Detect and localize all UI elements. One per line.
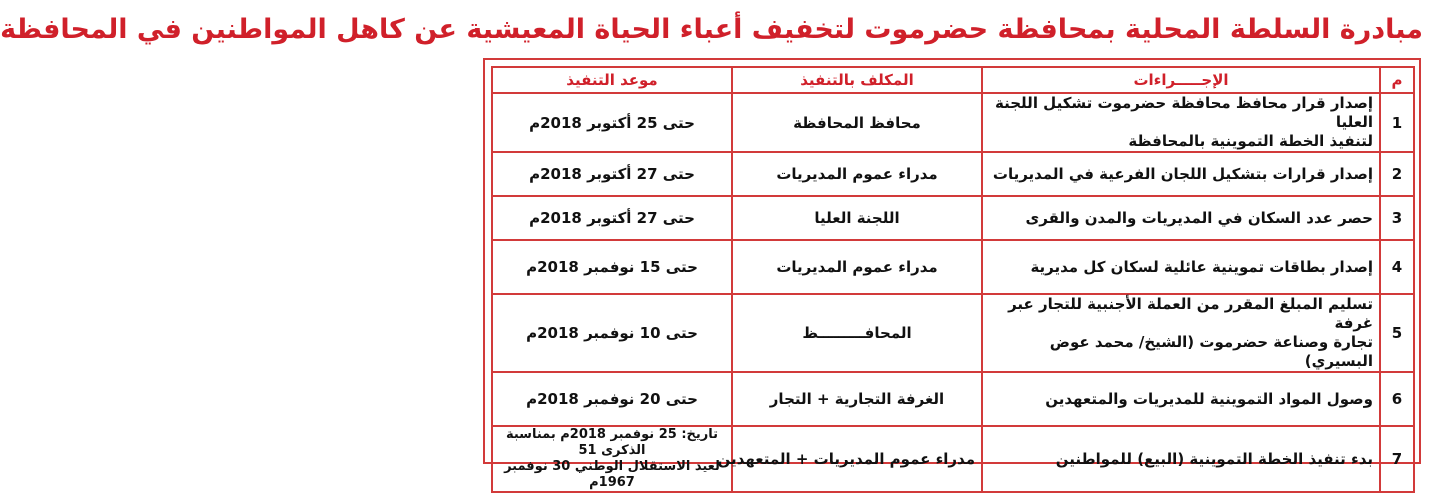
- table-row: [492, 294, 1414, 372]
- action-text: إصدار بطاقات تموينية عائلية لسكان كل مديرية: [1030, 257, 1373, 276]
- action-cell: [982, 196, 1380, 240]
- responsible-cell: مدراء عموم المديريات: [732, 240, 982, 294]
- row-number: 1: [1380, 93, 1414, 152]
- header-num: م: [1380, 67, 1414, 93]
- action-text: إصدار قرار محافظ محافظة حضرموت تشكيل اللجنة العليا: [995, 94, 1373, 131]
- action-cell: [982, 240, 1380, 294]
- action-text: تجارة وصناعة حضرموت (الشيخ/ محمد عوض البسيري): [1049, 333, 1373, 370]
- page-title: مبادرة السلطة المحلية بمحافظة حضرموت لتخفيف أعباء الحياة المعيشية عن كاهل المواطنين في المحافظة: [0, 14, 1423, 45]
- deadline-text: تاريخ: 25 نوفمبر 2018م بمناسبة الذكرى 51: [505, 427, 719, 458]
- deadline-cell: [492, 152, 732, 196]
- row-number: 2: [1380, 152, 1414, 196]
- deadline-cell: [492, 372, 732, 426]
- action-text: إصدار قرارات بتشكيل اللجان الفرعية في المديريات: [992, 164, 1373, 183]
- responsible-cell: اللجنة العليا: [732, 196, 982, 240]
- deadline-text: حتى 10 نوفمبر 2018م: [526, 324, 698, 342]
- table-row: [492, 152, 1414, 196]
- action-cell: [982, 426, 1380, 492]
- action-text: وصول المواد التموينية للمديريات والمتعهدين: [1045, 389, 1373, 408]
- responsible-cell: المحافـــــــــظ: [732, 294, 982, 372]
- deadline-text: حتى 20 نوفمبر 2018م: [526, 390, 698, 408]
- action-text: بدء تنفيذ الخطة التموينية (البيع) للمواطنين: [1055, 449, 1373, 468]
- deadline-cell: [492, 196, 732, 240]
- table-row: [492, 372, 1414, 426]
- table-frame: [483, 58, 1421, 490]
- action-cell: [982, 372, 1380, 426]
- table-row: [492, 196, 1414, 240]
- action-text: حصر عدد السكان في المديريات والمدن والقرى: [1025, 208, 1373, 227]
- deadline-cell: [492, 93, 732, 152]
- action-plan-table: [491, 66, 1415, 493]
- responsible-cell: الغرفة التجارية + التجار: [732, 372, 982, 426]
- deadline-cell: [492, 294, 732, 372]
- action-text: لتنفيذ الخطة التموينية بالمحافظة: [1128, 132, 1373, 150]
- deadline-text: حتى 27 أكتوبر 2018م: [529, 165, 695, 183]
- responsible-cell: مدراء عموم المديريات + المتعهدين: [732, 426, 982, 492]
- action-cell: [982, 152, 1380, 196]
- header-action: الإجـــــراءات: [982, 67, 1380, 93]
- table-header-row: [492, 67, 1414, 93]
- header-responsible: المكلف بالتنفيذ: [732, 67, 982, 93]
- deadline-text: لعيد الاستقلال الوطني 30 نوفمبر 1967م: [504, 459, 720, 490]
- action-cell: [982, 294, 1380, 372]
- header-deadline: موعد التنفيذ: [492, 67, 732, 93]
- deadline-text: حتى 27 أكتوبر 2018م: [529, 209, 695, 227]
- table-row: [492, 426, 1414, 492]
- row-number: 6: [1380, 372, 1414, 426]
- row-number: 7: [1380, 426, 1414, 492]
- row-number: 5: [1380, 294, 1414, 372]
- action-cell: [982, 93, 1380, 152]
- table-row: [492, 93, 1414, 152]
- responsible-cell: محافظ المحافظة: [732, 93, 982, 152]
- deadline-text: حتى 25 أكتوبر 2018م: [529, 113, 695, 132]
- action-text: تسليم المبلغ المقرر من العملة الأجنبية للتجار عبر غرفة: [1008, 295, 1373, 332]
- deadline-text: حتى 15 نوفمبر 2018م: [526, 258, 698, 276]
- responsible-cell: مدراء عموم المديريات: [732, 152, 982, 196]
- deadline-cell: [492, 426, 732, 492]
- row-number: 3: [1380, 196, 1414, 240]
- table-row: [492, 240, 1414, 294]
- row-number: 4: [1380, 240, 1414, 294]
- deadline-cell: [492, 240, 732, 294]
